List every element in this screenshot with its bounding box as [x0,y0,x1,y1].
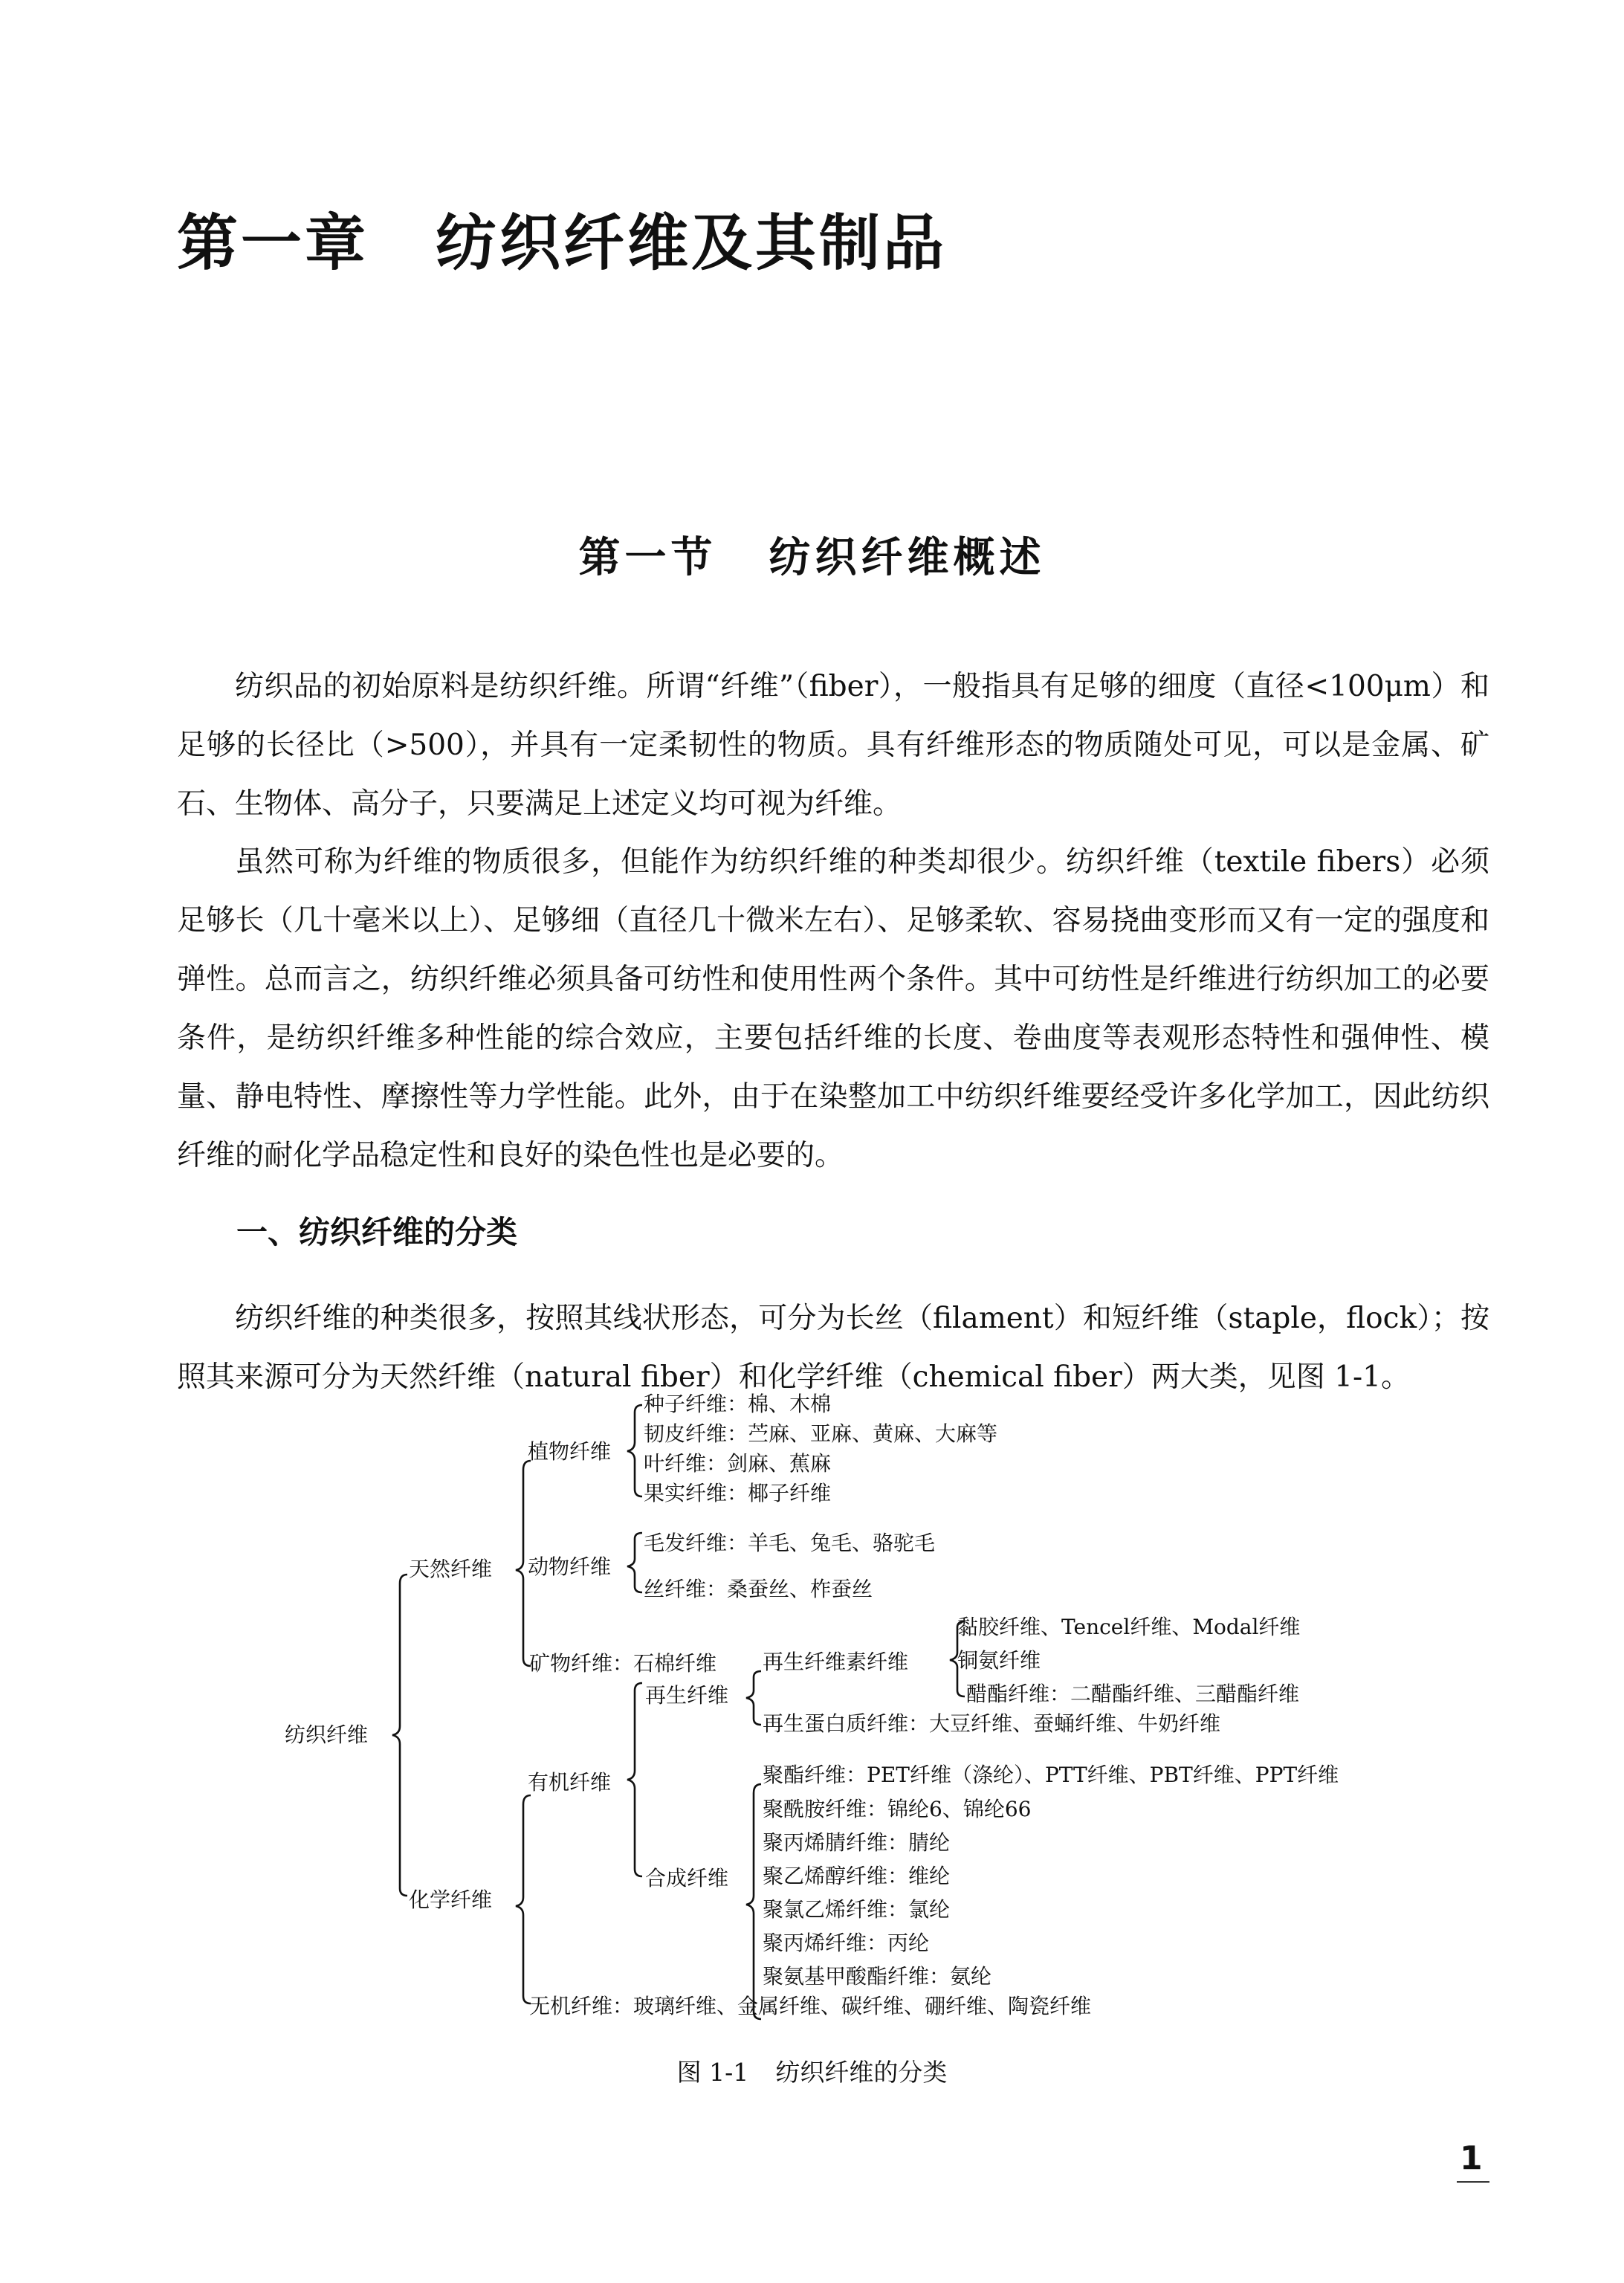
chapter-number: 第一章 [177,207,369,279]
brace-animal [627,1533,642,1592]
brace-regenerated [746,1671,761,1725]
brace-cellulose [950,1621,965,1696]
node-synthetic-fiber: 合成纤维 [645,1866,729,1890]
chapter-name: 纺织纤维及其制品 [436,207,948,279]
node-plant-fiber: 植物纤维 [528,1439,612,1464]
brace-plant [627,1405,642,1496]
brace-root [392,1575,407,1896]
node-organic-fiber: 有机纤维 [528,1770,612,1795]
node-regenerated-protein: 再生蛋白质纤维：大豆纤维、蚕蛹纤维、牛奶纤维 [763,1711,1221,1736]
animal-item: 丝纤维：桑蚕丝、柞蚕丝 [644,1577,873,1601]
node-chemical-fiber: 化学纤维 [409,1888,493,1912]
paragraph-3: 纺织纤维的种类很多，按照其线状形态，可分为长丝（filament）和短纤维（staple，flock）；按照其来源可分为天然纤维（natural fiber）和化学纤维（chemical fiber）两大类，见图 1-1。 [177,1302,1489,1394]
paragraph-3-block [177,1289,1489,1407]
section-title [0,525,1624,584]
node-regenerated-fiber: 再生纤维 [645,1683,729,1708]
node-inorganic-fiber: 无机纤维：玻璃纤维、金属纤维、碳纤维、硼纤维、陶瓷纤维 [529,1994,1092,2018]
page-number-rule [1457,2181,1489,2183]
node-natural-fiber: 天然纤维 [409,1557,493,1581]
synthetic-item: 聚丙烯纤维：丙纶 [763,1931,930,1955]
synthetic-item: 聚丙烯腈纤维：腈纶 [763,1830,951,1855]
brace-organic [627,1683,642,1876]
node-textile-fiber: 纺织纤维 [285,1722,369,1747]
plant-item: 果实纤维：椰子纤维 [644,1481,832,1505]
cellulose-item: 黏胶纤维、Tencel纤维、Modal纤维 [957,1615,1301,1639]
synthetic-item: 聚酰胺纤维：锦纶6、锦纶66 [763,1797,1032,1821]
brace-synthetic [746,1784,761,2019]
paragraph-2: 虽然可称为纤维的物质很多，但能作为纺织纤维的种类却很少。纺织纤维（textile fibers）必须足够长（几十毫米以上）、足够细（直径几十微米左右）、足够柔软、容易挠曲变形而又有一定的强度和弹性。总而言之，纺织纤维必须具备可纺性和使用性两个条件。其中可纺性是纤维进行纺织加工的必要条件，是纺织纤维多种性能的综合效应，主要包括纤维的长度、卷曲度等表观形态特性和强伸性、模量、静电特性、摩擦性等力学性能。此外，由于在染整加工中纺织纤维要经受许多化学加工，因此纺织纤维的耐化学品稳定性和良好的染色性也是必要的。 [177,845,1489,1172]
plant-item: 叶纤维：剑麻、蕉麻 [644,1451,832,1476]
figure-title: 纺织纤维的分类 [775,2058,948,2087]
paragraph-1: 纺织品的初始原料是纺织纤维。所谓“纤维”（fiber），一般指具有足够的细度（直径<100μm）和足够的长径比（>500），并具有一定柔韧性的物质。具有纤维形态的物质随处可见，可以是金属、矿石、生物体、高分子，只要满足上述定义均可视为纤维。 [177,670,1489,821]
plant-item: 种子纤维：棉、木棉 [644,1392,832,1416]
node-regenerated-cellulose: 再生纤维素纤维 [763,1650,909,1674]
section-number: 第一节 [578,534,717,582]
page-number: 1 [1460,2140,1483,2177]
node-animal-fiber: 动物纤维 [528,1554,612,1579]
paragraph-1-block [177,657,1489,833]
brace-natural [516,1461,531,1666]
section-name: 纺织纤维概述 [769,534,1046,582]
subsection-heading: 一、纺织纤维的分类 [236,1214,518,1250]
cellulose-item: 铜氨纤维 [957,1648,1041,1673]
synthetic-item: 聚酯纤维：PET纤维（涤纶）、PTT纤维、PBT纤维、PPT纤维 [763,1763,1339,1787]
figure-caption [0,2053,1624,2088]
node-mineral-fiber: 矿物纤维：石棉纤维 [529,1651,717,1676]
animal-item: 毛发纤维：羊毛、兔毛、骆驼毛 [644,1531,936,1555]
plant-item: 韧皮纤维：苎麻、亚麻、黄麻、大麻等 [644,1421,998,1446]
synthetic-item: 聚乙烯醇纤维：维纶 [763,1864,951,1888]
synthetic-item: 聚氨基甲酸酯纤维：氨纶 [763,1964,992,1989]
figure-number: 图 1-1 [676,2058,749,2087]
synthetic-item: 聚氯乙烯纤维：氯纶 [763,1897,951,1922]
chapter-title [177,195,947,282]
cellulose-item: 醋酯纤维：二醋酯纤维、三醋酯纤维 [966,1682,1300,1706]
paragraph-2-block [177,833,1489,1185]
brace-chemical [516,1795,531,2003]
